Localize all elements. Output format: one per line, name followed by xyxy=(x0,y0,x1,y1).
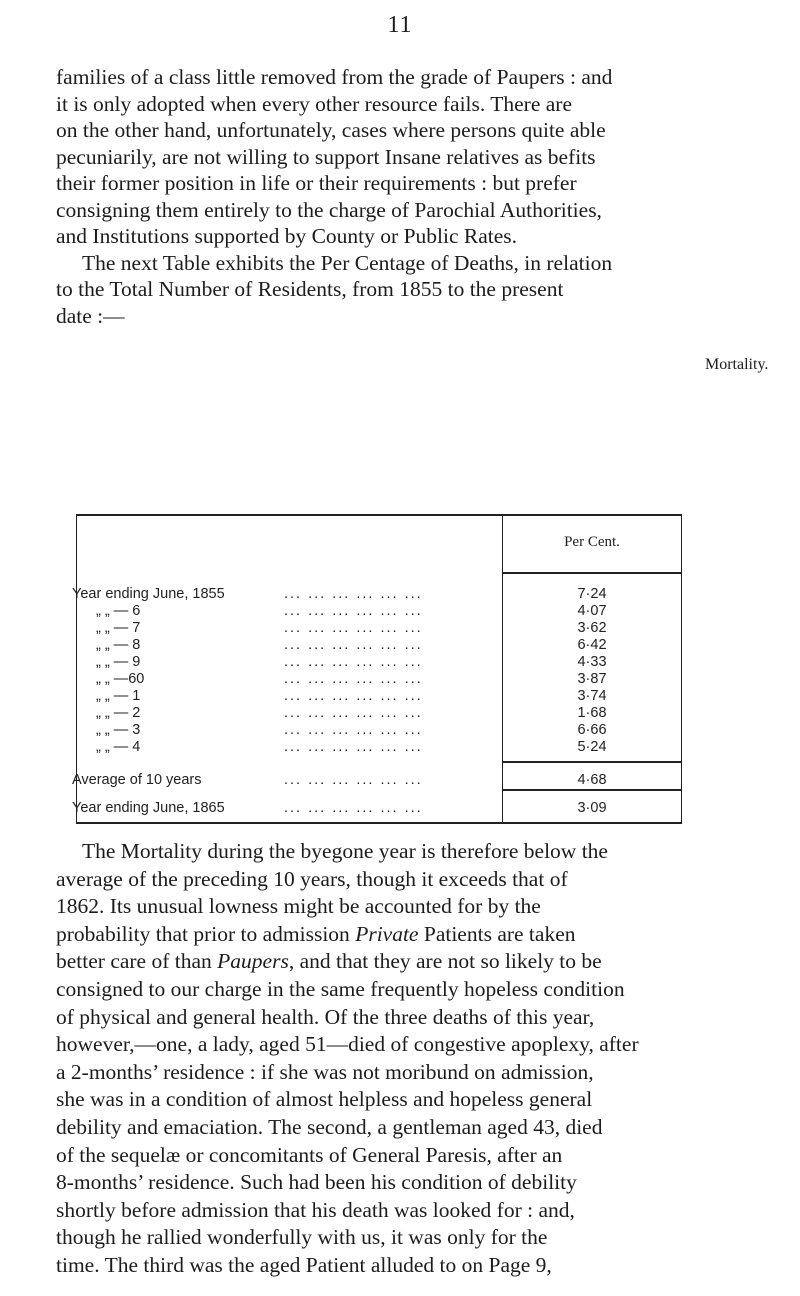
leader-dots: ... ... ... ... ... ... xyxy=(284,722,423,738)
table-row xyxy=(62,586,682,604)
text-line: however,—one, a lady, aged 51—died of congestive apoplexy, after xyxy=(56,1032,639,1057)
leader-dots: ... ... ... ... ... ... xyxy=(284,671,423,687)
table-row xyxy=(62,603,682,621)
text-line: pecuniarily, are not willing to support Insane relatives as befits xyxy=(56,144,596,169)
text-line: a 2-months’ residence : if she was not moribund on admission, xyxy=(56,1059,594,1084)
page-number: 11 xyxy=(387,12,413,38)
row-label: „ „ —60 xyxy=(96,671,145,687)
text-line: of physical and general health. Of the three deaths of this year, xyxy=(56,1004,595,1029)
row-value: 3·87 xyxy=(577,671,607,687)
row-value: 3·62 xyxy=(577,620,607,636)
text-line: families of a class little removed from the grade of Paupers : and xyxy=(56,65,613,89)
text-line: The Mortality during the byegone year is therefore below the xyxy=(82,839,608,863)
body-paragraph xyxy=(56,838,706,1280)
row-label: „ „ — 8 xyxy=(96,637,141,653)
leader-dots: ... ... ... ... ... ... xyxy=(284,620,423,636)
table-row xyxy=(62,637,682,655)
row-value: 3·09 xyxy=(577,800,607,816)
text-line: though he rallied wonderfully with us, it was only for the xyxy=(56,1225,548,1250)
text-line: 8-months’ residence. Such had been his condition of debility xyxy=(56,1170,577,1195)
leader-dots: ... ... ... ... ... ... xyxy=(284,772,423,788)
table-header: Per Cent. xyxy=(564,534,620,550)
table-row-current xyxy=(62,800,682,818)
text-line: and Institutions supported by County or Public Rates. xyxy=(56,224,518,248)
table-top-rule xyxy=(76,514,682,516)
leader-dots: ... ... ... ... ... ... xyxy=(284,705,423,721)
intro-paragraph xyxy=(56,64,706,329)
text-line: debility and emaciation. The second, a gentleman aged 43, died xyxy=(56,1114,603,1139)
text-line: consigning them entirely to the charge of Parochial Authorities, xyxy=(56,197,602,222)
table-row xyxy=(62,620,682,638)
text-line: to the Total Number of Residents, from 1855 to the present xyxy=(56,277,564,301)
margin-note: Mortality. xyxy=(705,356,769,373)
row-value: 4·68 xyxy=(577,772,607,788)
text-line: better care of than Paupers, and that they are not so likely to be xyxy=(56,949,602,974)
row-value: 4·07 xyxy=(577,603,607,619)
row-label: Average of 10 years xyxy=(72,772,202,788)
text-line: she was in a condition of almost helpless and hopeless general xyxy=(56,1087,593,1112)
table-row xyxy=(62,722,682,740)
text-line: of the sequelæ or concomitants of General Paresis, after an xyxy=(56,1142,563,1167)
row-value: 7·24 xyxy=(577,586,607,602)
text-line: shortly before admission that his death was looked for : and, xyxy=(56,1197,575,1222)
leader-dots: ... ... ... ... ... ... xyxy=(284,654,423,670)
row-value: 1·68 xyxy=(577,705,607,721)
row-label: „ „ — 1 xyxy=(96,688,141,704)
leader-dots: ... ... ... ... ... ... xyxy=(284,637,423,653)
leader-dots: ... ... ... ... ... ... xyxy=(284,688,423,704)
row-value: 6·66 xyxy=(577,722,607,738)
table-row xyxy=(62,688,682,706)
table-row-average xyxy=(62,772,682,790)
table-row xyxy=(62,705,682,723)
row-label: „ „ — 6 xyxy=(96,603,141,619)
text-line: 1862. Its unusual lowness might be accounted for by the xyxy=(56,894,541,919)
table-row xyxy=(62,739,682,757)
text-line: probability that prior to admission Private Patients are taken xyxy=(56,921,576,946)
text-line: consigned to our charge in the same frequently hopeless condition xyxy=(56,976,625,1001)
row-label: Year ending June, 1855 xyxy=(72,586,225,602)
row-label: „ „ — 4 xyxy=(96,739,141,755)
text-line: on the other hand, unfortunately, cases where persons quite able xyxy=(56,118,606,142)
text-line: it is only adopted when every other resource fails. There are xyxy=(56,91,572,116)
row-label: „ „ — 7 xyxy=(96,620,141,636)
row-label: „ „ — 3 xyxy=(96,722,141,738)
table-row xyxy=(62,654,682,672)
leader-dots: ... ... ... ... ... ... xyxy=(284,800,423,816)
mortality-table xyxy=(62,514,682,824)
row-label: Year ending June, 1865 xyxy=(72,800,225,816)
row-value: 3·74 xyxy=(577,688,607,704)
row-value: 5·24 xyxy=(577,739,607,755)
text-line: their former position in life or their requirements : but prefer xyxy=(56,171,577,195)
leader-dots: ... ... ... ... ... ... xyxy=(284,586,423,602)
text-line: time. The third was the aged Patient alluded to on Page 9, xyxy=(56,1252,552,1277)
row-label: „ „ — 9 xyxy=(96,654,141,670)
row-label: „ „ — 2 xyxy=(96,705,141,721)
table-bottom-rule xyxy=(76,822,682,824)
leader-dots: ... ... ... ... ... ... xyxy=(284,739,423,755)
leader-dots: ... ... ... ... ... ... xyxy=(284,603,423,619)
table-header-rule xyxy=(502,572,682,574)
text-line: The next Table exhibits the Per Centage of Deaths, in relation xyxy=(82,250,613,275)
table-average-rule xyxy=(502,761,682,763)
table-row xyxy=(62,671,682,689)
row-value: 4·33 xyxy=(577,654,607,670)
row-value: 6·42 xyxy=(577,637,607,653)
text-line: average of the preceding 10 years, though it exceeds that of xyxy=(56,866,568,891)
text-line: date :— xyxy=(56,303,125,328)
